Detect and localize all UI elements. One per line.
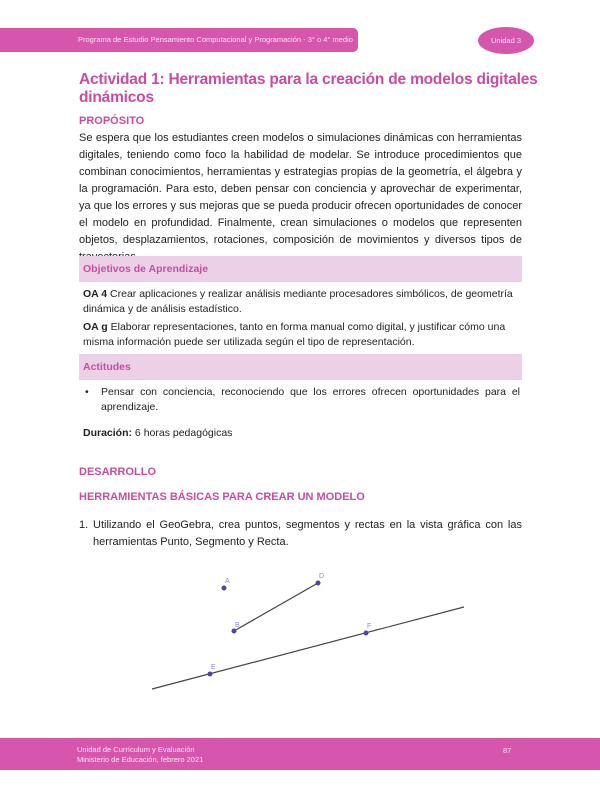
development-subheading: HERRAMIENTAS BÁSICAS PARA CREAR UN MODELO: [79, 491, 365, 503]
duration-label: Duración:: [83, 427, 133, 439]
unit-badge: Unidad 3: [478, 27, 534, 54]
point-f: [364, 631, 369, 636]
step-text: Utilizando el GeoGebra, crea puntos, segmentos y rectas en la vista gráfica con las herramientas Punto, Segmento y Recta.: [93, 519, 522, 548]
objectives-heading: Objetivos de Aprendizaje: [79, 256, 522, 282]
point-e: [208, 672, 213, 677]
objective-text: Crear aplicaciones y realizar análisis mediante procesadores simbólicos, de geometría dinámica y de análisis estadístico.: [83, 288, 513, 315]
attitude-text: Pensar con conciencia, reconociendo que los errores ofrecen oportunidades para el aprendizaje.: [101, 386, 520, 413]
point-a: [222, 586, 227, 591]
point-b: [232, 629, 237, 634]
header-program: Programa de Estudio Pensamiento Computacional y Programación - 3° o 4° medio: [0, 28, 358, 52]
label-e: E: [211, 664, 216, 671]
segment-bd: [234, 583, 318, 631]
label-f: F: [367, 623, 372, 630]
page-title: Actividad 1: Herramientas para la creación de modelos digitales dinámicos: [79, 71, 538, 106]
step-number: 1.: [79, 519, 89, 531]
footer-ministry: Ministerio de Educación, febrero 2021: [77, 755, 204, 764]
bullet-icon: •: [85, 386, 89, 398]
line-ef: [152, 607, 464, 689]
objective-code: OA g: [83, 321, 108, 333]
page-number: 87: [503, 746, 512, 755]
objective-text: Elaborar representaciones, tanto en forma manual como digital, y justificar cómo una misma información puede ser utilizada según el tipo de representación.: [83, 321, 506, 348]
development-heading: DESARROLLO: [79, 466, 156, 478]
footer-unit: Unidad de Currículum y Evaluación: [77, 745, 195, 754]
label-d: D: [319, 573, 325, 580]
duration-value: 6 horas pedagógicas: [132, 427, 233, 439]
purpose-heading: PROPÓSITO: [79, 115, 145, 127]
footer: [0, 738, 600, 770]
label-b: B: [235, 622, 240, 629]
attitudes-heading: Actitudes: [79, 354, 522, 380]
objective-code: OA 4: [83, 288, 108, 300]
point-d: [316, 581, 321, 586]
label-a: A: [225, 578, 230, 585]
purpose-text: Se espera que los estudiantes creen modelos o simulaciones dinámicas con herramientas digitales, teniendo como foco la habilidad de modelar. Se introduce procedimientos que combinan conocimientos, herramientas y estrategias propias de la geometría, el álgebra y la programación. Para esto, deben pensar con conciencia y aprovechar de experimentar, ya que los errores y sus mejoras que se pueda producir ofrecen oportunidades de conocer el modelo en profundidad. Finalmente, crean simulaciones o modelos que representen objetos, desplazamientos, rotaciones, composición de movimientos y diversos tipos de: [79, 132, 522, 246]
